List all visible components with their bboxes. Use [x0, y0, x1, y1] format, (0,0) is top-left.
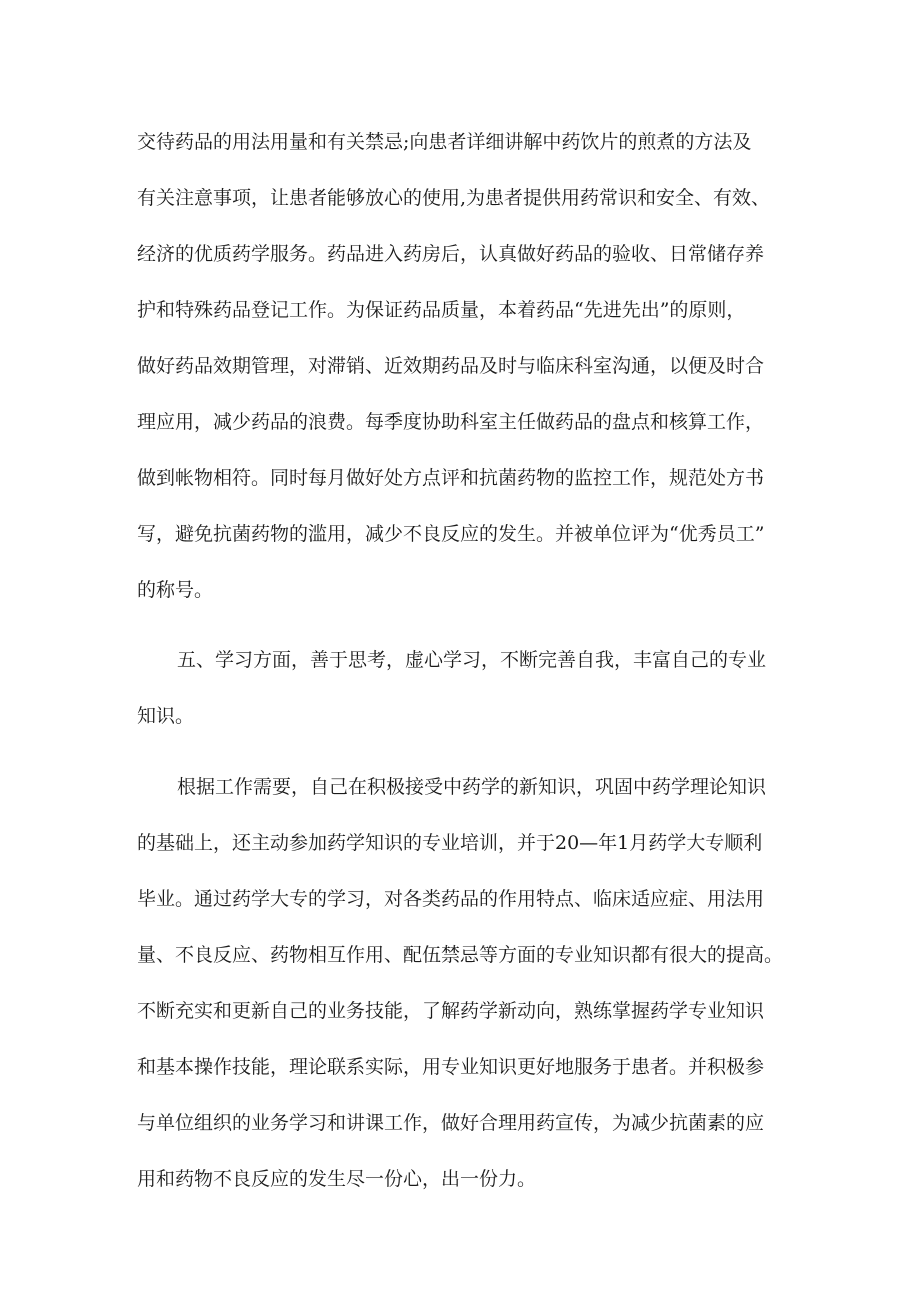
line-text: 毕业。通过药学大专的学习，对各类药品的作用特点、临床适应症、用法用	[137, 888, 765, 910]
paragraph-line	[0, 1055, 920, 1079]
paragraph-line	[0, 466, 920, 490]
section-heading-text: 五、学习方面，善于思考，虚心学习，不断完善自我，丰富自己的专业	[177, 649, 767, 671]
paragraph-line	[0, 1111, 920, 1135]
line-text: 写，避免抗菌药物的滥用，减少不良反应的发生。并被单位评为“优秀员工”	[137, 523, 765, 545]
paragraph-line	[0, 648, 920, 672]
line-text: 经济的优质药学服务。药品进入药房后，认真做好药品的验收、日常储存养	[137, 243, 765, 265]
paragraph-line	[0, 130, 920, 154]
paragraph-line	[0, 522, 920, 546]
line-text: 的称号。	[137, 579, 214, 601]
paragraph-line	[0, 831, 920, 855]
paragraph-line	[0, 887, 920, 911]
line-text: 用和药物不良反应的发生尽一份心，出一份力。	[137, 1168, 537, 1190]
line-text: 和基本操作技能，理论联系实际，用专业知识更好地服务于患者。并积极参	[137, 1056, 765, 1078]
line-text: 做好药品效期管理，对滞销、近效期药品及时与临床科室沟通，以便及时合	[137, 355, 765, 377]
line-text: 的基础上，还主动参加药学知识的专业培训，并于20—年1月药学大专顺利	[137, 832, 763, 854]
paragraph-line	[0, 943, 920, 967]
line-text: 有关注意事项，让患者能够放心的使用,为患者提供用药常识和安全、有效、	[137, 187, 771, 209]
paragraph-line	[0, 186, 920, 210]
paragraph-line	[0, 704, 920, 728]
paragraph-line	[0, 999, 920, 1023]
line-text: 做到帐物相符。同时每月做好处方点评和抗菌药物的监控工作，规范处方书	[137, 467, 765, 489]
line-text: 知识。	[137, 705, 195, 727]
line-text: 量、不良反应、药物相互作用、配伍禁忌等方面的专业知识都有很大的提高。	[137, 944, 784, 966]
paragraph-line	[0, 410, 920, 434]
paragraph-line	[0, 242, 920, 266]
line-text: 交待药品的用法用量和有关禁忌;向患者详细讲解中药饮片的煎煮的方法及	[137, 131, 752, 153]
line-text: 护和特殊药品登记工作。为保证药品质量，本着药品“先进先出”的原则，	[137, 299, 746, 321]
paragraph-line	[0, 298, 920, 322]
paragraph-line	[0, 775, 920, 799]
paragraph-line	[0, 1167, 920, 1191]
line-text: 与单位组织的业务学习和讲课工作，做好合理用药宣传，为减少抗菌素的应	[137, 1112, 765, 1134]
paragraph-line	[0, 354, 920, 378]
line-text: 不断充实和更新自己的业务技能，了解药学新动向，熟练掌握药学专业知识	[137, 1000, 765, 1022]
line-text: 根据工作需要，自己在积极接受中药学的新知识，巩固中药学理论知识	[177, 776, 767, 798]
paragraph-line	[0, 578, 920, 602]
line-text: 理应用，减少药品的浪费。每季度协助科室主任做药品的盘点和核算工作，	[137, 411, 765, 433]
